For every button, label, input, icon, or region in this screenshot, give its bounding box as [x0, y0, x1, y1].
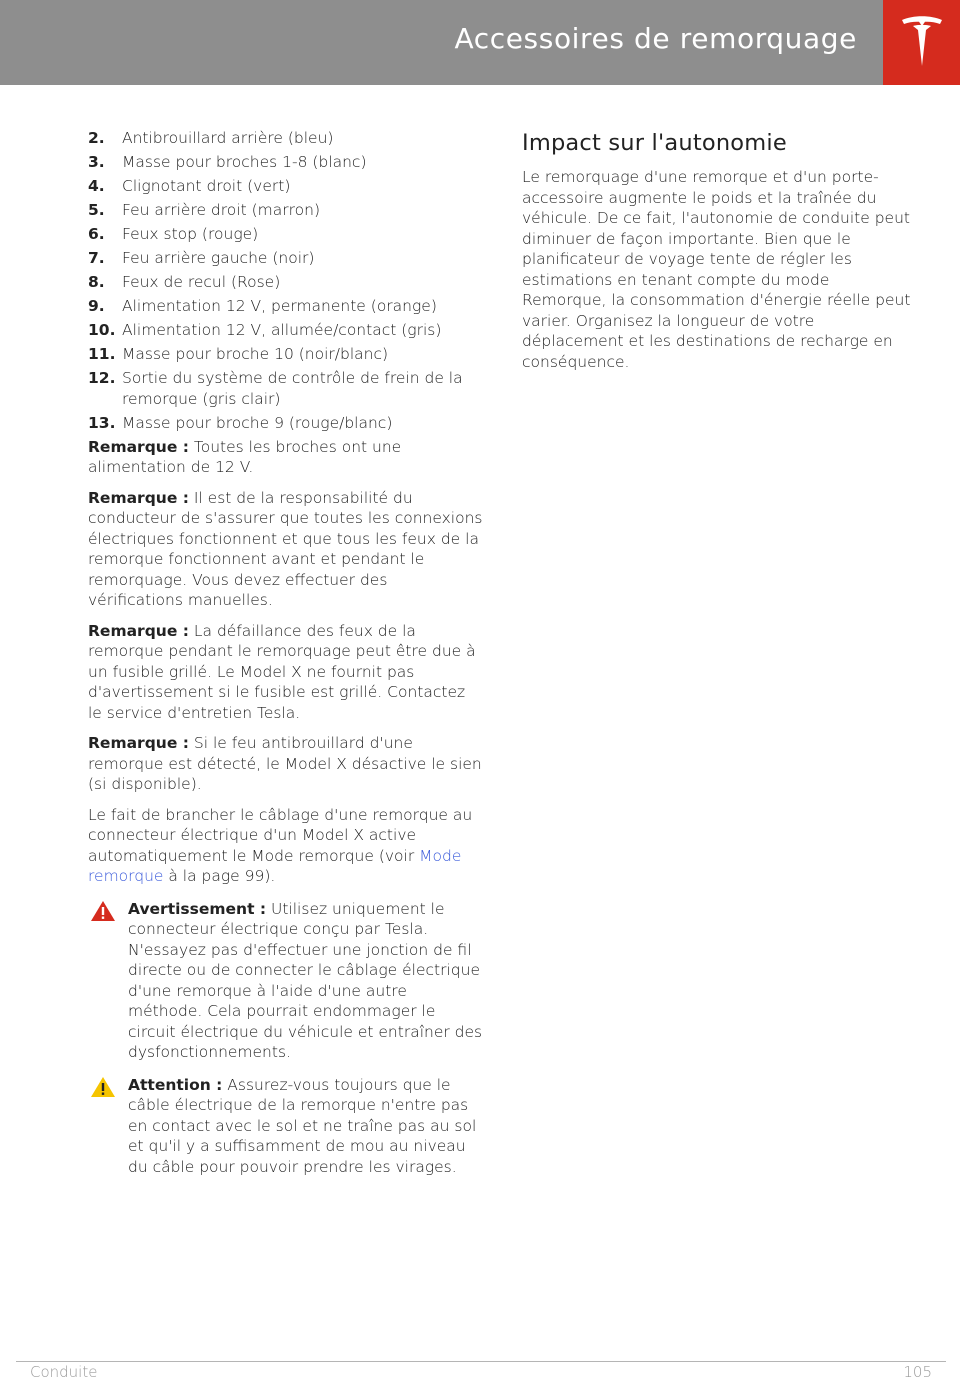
note-text: La défaillance des feux de la remorque pendant le remorquage peut être due à un fusible grillé. Le Model X ne fournit pas d'avertissement si le fusible est grillé. Contactez le service d'entretien Tesla.	[88, 621, 476, 722]
trailer-mode-link[interactable]: Mode remorque	[88, 846, 462, 885]
page-header	[0, 0, 883, 85]
pin-description: Feux stop (rouge)	[122, 225, 259, 243]
pin-list-item	[88, 200, 483, 221]
pin-list	[88, 128, 483, 433]
note-text: Toutes les broches ont une alimentation de 12 V.	[88, 437, 402, 476]
page-number: 105	[903, 1363, 932, 1381]
pin-list-item	[88, 272, 483, 293]
pin-list-item	[88, 248, 483, 269]
pin-list-item	[88, 176, 483, 197]
trailer-mode-paragraph	[88, 805, 483, 887]
caution-notice	[88, 1075, 483, 1178]
pin-description: Feux de recul (Rose)	[122, 273, 281, 291]
note	[88, 621, 483, 724]
note-label: Remarque :	[88, 734, 189, 752]
pin-number: 3.	[88, 153, 105, 171]
pin-list-item	[88, 152, 483, 173]
note	[88, 437, 483, 478]
pin-list-item	[88, 413, 483, 434]
pin-number: 13.	[88, 413, 116, 432]
note-text: Il est de la responsabilité du conducteur de s'assurer que toutes les connexions électriques fonctionnent et que tous les feux de la remorque fonctionnent avant et pendant le remorquage. Vous devez effectuer des vérifications manuelles.	[88, 488, 483, 609]
tesla-logo-box	[883, 0, 960, 85]
pin-description: Clignotant droit (vert)	[122, 177, 291, 195]
pin-number: 10.	[88, 321, 116, 339]
warning-text: Utilisez uniquement le connecteur électrique conçu par Tesla. N'essayez pas d'effectuer une jonction de fil directe ou de connecter le câblage électrique d'une remorque à l'aide d'une autre méthode. Cela pourrait endommager le circuit électrique du véhicule et entraîner des dysfonctionnements.	[128, 899, 483, 1061]
pin-description: Masse pour broche 10 (noir/blanc)	[122, 345, 389, 363]
warning-label: Avertissement :	[128, 899, 267, 918]
caution-text: Assurez-vous toujours que le câble électrique de la remorque n'entre pas en contact avec le sol et ne traîne pas au sol et qu'il y a suffisamment de mou au niveau du câble pour pouvoir prendre les virages.	[128, 1075, 477, 1176]
paragraph-text: Le fait de brancher le câblage d'une remorque au connecteur électrique d'un Model X active automatiquement le Mode remorque (voir	[88, 805, 473, 865]
caution-triangle-icon	[90, 1076, 116, 1098]
pin-list-item	[88, 224, 483, 245]
caution-label: Attention :	[128, 1075, 223, 1094]
pin-number: 4.	[88, 177, 105, 195]
warning-triangle-icon	[90, 900, 116, 922]
pin-list-item	[88, 320, 483, 341]
pin-list-item	[88, 128, 483, 149]
page-header-title: Accessoires de remorquage	[454, 22, 857, 55]
pin-number: 8.	[88, 273, 105, 291]
range-impact-body: Le remorquage d'une remorque et d'un porte-accessoire augmente le poids et la traînée du véhicule. De ce fait, l'autonomie de conduite peut diminuer de façon importante. Bien que le planificateur de voyage tente de régler les estimations en tenant compte du mode Remorque, la consommation d'énergie réelle peut varier. Organisez la longueur de votre déplacement et les destinations de recharge en conséquence.	[522, 168, 911, 371]
note	[88, 733, 483, 795]
pin-list-item	[88, 368, 483, 409]
note	[88, 488, 483, 611]
pin-description: Alimentation 12 V, allumée/contact (gris)	[122, 321, 442, 339]
pin-description: Antibrouillard arrière (bleu)	[122, 129, 334, 147]
range-impact-heading: Impact sur l'autonomie	[522, 130, 787, 156]
footer-section: Conduite	[30, 1363, 98, 1381]
note-label: Remarque :	[88, 621, 189, 640]
notes	[88, 437, 483, 795]
pin-description: Feu arrière gauche (noir)	[122, 249, 315, 267]
pin-number: 7.	[88, 249, 105, 267]
pin-description: Alimentation 12 V, permanente (orange)	[122, 297, 437, 315]
footer-divider	[16, 1361, 946, 1362]
pin-number: 6.	[88, 225, 105, 243]
pin-description: Sortie du système de contrôle de frein de la remorque (gris clair)	[122, 369, 463, 408]
pin-list-item	[88, 344, 483, 365]
note-label: Remarque :	[88, 437, 189, 456]
pin-number: 2.	[88, 129, 105, 147]
pin-number: 11.	[88, 345, 116, 363]
pin-number: 12.	[88, 369, 116, 387]
pin-number: 9.	[88, 297, 105, 315]
right-column	[522, 128, 914, 382]
pin-number: 5.	[88, 201, 105, 219]
note-text: Si le feu antibrouillard d'une remorque est détecté, le Model X désactive le sien (si disponible).	[88, 734, 482, 793]
paragraph-text-end: à la page 99).	[163, 867, 276, 885]
pin-description: Masse pour broche 9 (rouge/blanc)	[122, 413, 393, 432]
pin-list-item	[88, 296, 483, 317]
left-column	[88, 128, 483, 1189]
warning-notice	[88, 899, 483, 1063]
pin-description: Feu arrière droit (marron)	[122, 201, 321, 219]
tesla-logo-icon	[899, 14, 945, 70]
note-label: Remarque :	[88, 488, 189, 507]
pin-description: Masse pour broches 1-8 (blanc)	[122, 153, 367, 171]
